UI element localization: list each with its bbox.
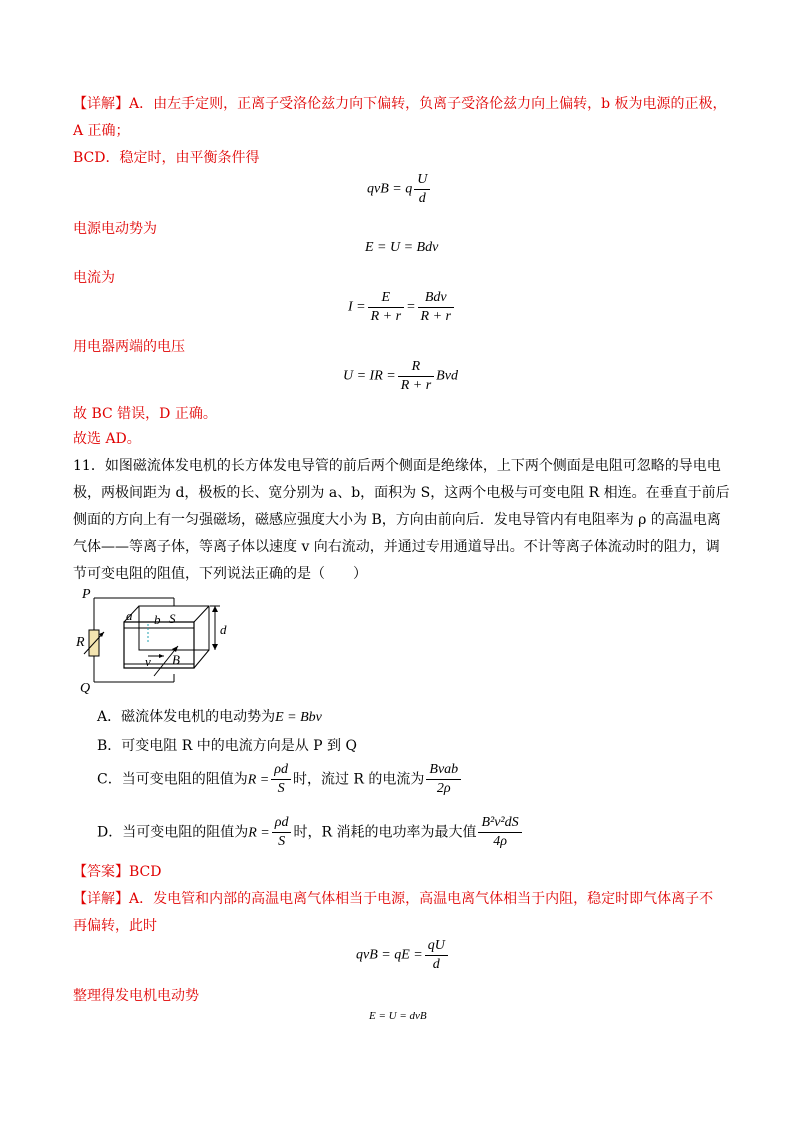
detail-2-line-2: 再偏转，此时 — [73, 918, 157, 934]
label-P: P — [82, 587, 91, 602]
fraction-denominator: d — [432, 957, 440, 972]
detail-label: 【详解】 — [73, 891, 129, 907]
detail-text: A．发电管和内部的高温电离气体相当于电源，高温电离气体相当于内阻，稳定时即气体离子不 — [129, 891, 714, 907]
velocity-arrowhead — [159, 654, 164, 658]
fraction — [425, 938, 448, 973]
fraction-numerator: E — [368, 290, 404, 308]
duct-front-face — [124, 622, 194, 668]
fraction-denominator: R + r — [420, 309, 451, 324]
label-S: S — [169, 611, 176, 626]
fraction-numerator: Bdv — [418, 290, 454, 308]
equation-emf-2: E = U = dvB — [369, 1010, 427, 1022]
question-line-3: 侧面的方向上有一匀强磁场，磁感应强度大小为 B，方向由前向后．发电导管内有电阻率为 ρ 的高温电离 — [73, 512, 721, 528]
answer-value: BCD — [129, 864, 162, 880]
fraction — [368, 290, 404, 325]
option-c-eq-left: R = — [247, 772, 270, 788]
label-current: 电流为 — [73, 270, 115, 286]
answer-label: 【答案】 — [73, 864, 129, 880]
label-b: b — [154, 612, 161, 627]
option-c — [97, 762, 463, 797]
mhd-generator-diagram — [74, 584, 234, 696]
fraction-denominator: S — [278, 834, 286, 849]
label-v: v — [145, 654, 151, 669]
label-emf-2: 整理得发电机电动势 — [73, 988, 199, 1004]
fraction-numerator: ρd — [271, 762, 291, 780]
detail-2-line-1 — [73, 889, 713, 909]
eq-right: Bvd — [436, 368, 458, 384]
fraction — [426, 762, 461, 797]
question-line-2: 极，两极间距为 d，极板的长、宽分别为 a、b，面积为 S，这两个电极与可变电阻 R 相连。在垂直于前后 — [73, 485, 730, 501]
d-arrowhead-top — [212, 606, 218, 612]
option-c-text-2: 时，流过 R 的电流为 — [292, 771, 425, 788]
fraction-numerator: ρd — [272, 815, 292, 833]
option-d — [97, 815, 524, 850]
label-d: d — [220, 622, 227, 637]
option-a — [97, 707, 322, 728]
d-arrowhead-bottom — [212, 644, 218, 650]
duct-edge — [194, 606, 209, 622]
eq-left: I = — [348, 299, 366, 315]
option-b: B．可变电阻 R 中的电流方向是从 P 到 Q — [97, 738, 357, 754]
fraction-denominator: 4ρ — [493, 834, 507, 849]
conclusion-line-2: 故选 AD。 — [73, 431, 141, 447]
fraction-denominator: d — [418, 191, 426, 206]
fraction — [398, 359, 434, 394]
label-R: R — [76, 635, 85, 650]
question-line-5: 节可变电阻的阻值，下列说法正确的是（ ） — [73, 566, 367, 582]
label-Q: Q — [80, 681, 91, 696]
fraction-numerator: U — [414, 172, 430, 190]
label-a: a — [126, 608, 133, 623]
label-B: B — [172, 652, 180, 667]
fraction-denominator: R + r — [370, 309, 402, 324]
option-d-text: D．当可变电阻的阻值为 — [97, 824, 249, 841]
option-d-eq-left: R = — [248, 825, 270, 841]
fraction — [272, 815, 292, 850]
equation-balance-2 — [356, 938, 450, 973]
conclusion-line-1: 故 BC 错误，D 正确。 — [73, 406, 217, 422]
option-d-text-2: 时，R 消耗的电功率为最大值 — [293, 824, 477, 841]
detail-label: 【详解】 — [73, 96, 129, 112]
fraction-numerator: B²v²dS — [478, 815, 521, 833]
detail-1-line-3: BCD．稳定时，由平衡条件得 — [73, 150, 260, 166]
label-emf: 电源电动势为 — [73, 221, 157, 237]
fraction — [271, 762, 291, 797]
equation-voltage — [343, 359, 458, 394]
fraction — [478, 815, 521, 850]
equation-emf: E = U = Bdv — [365, 240, 439, 255]
fraction-numerator: Bvab — [426, 762, 461, 780]
option-a-equation: E = Bbv — [275, 710, 322, 725]
fraction-numerator: qU — [425, 938, 448, 956]
eq-left: qvB = qE = — [356, 947, 423, 963]
question-line-1: 11．如图磁流体发电机的长方体发电导管的前后两个侧面是绝缘体，上下两个侧面是电阻可忽略的导电电 — [73, 458, 721, 474]
fraction — [414, 172, 430, 207]
detail-text: A．由左手定则，正离子受洛伦兹力向下偏转，负离子受洛伦兹力向上偏转，b 板为电源的正极， — [129, 96, 727, 112]
option-a-text: A．磁流体发电机的电动势为 — [97, 709, 276, 725]
detail-1-line-2: A 正确； — [73, 123, 130, 139]
option-c-text: C．当可变电阻的阻值为 — [97, 771, 248, 788]
duct-edge — [194, 650, 209, 668]
detail-1-line-1 — [73, 94, 727, 114]
eq-left: qvB = q — [367, 181, 413, 197]
question-line-4: 气体——等离子体，等离子体以速度 v 向右流动，并通过专用通道导出。不计等离子体流动时的阻力，调 — [73, 539, 720, 555]
equals-sign: = — [406, 299, 416, 315]
label-voltage: 用电器两端的电压 — [73, 339, 185, 355]
fraction-denominator: S — [277, 781, 285, 796]
fraction-numerator: R — [398, 359, 434, 377]
fraction — [418, 290, 454, 325]
fraction-denominator: R + r — [400, 378, 432, 393]
equation-current — [348, 290, 456, 325]
equation-force-balance — [367, 172, 432, 207]
answer-line — [73, 862, 161, 882]
fraction-denominator: 2ρ — [436, 781, 451, 796]
eq-left: U = IR = — [343, 368, 396, 384]
